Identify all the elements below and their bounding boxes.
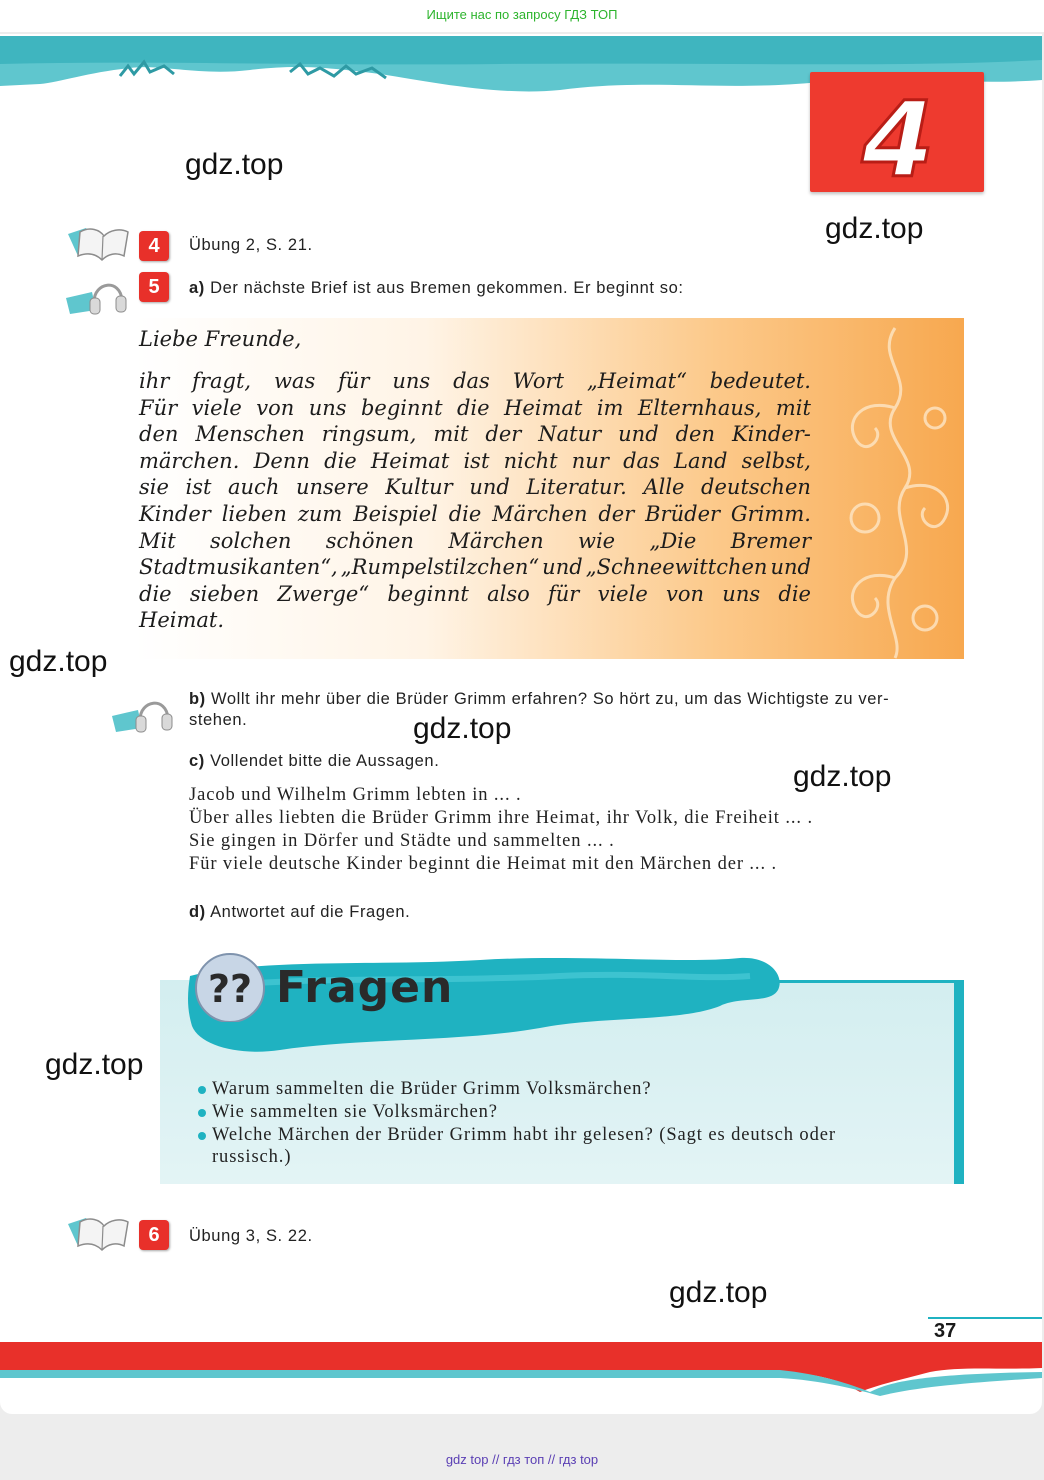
exercise-5b-line [189,690,969,709]
letter-word: nicht [503,448,558,473]
letter-word: die [448,501,482,526]
exercise-4-text: Übung 2, S. 21. [189,236,313,254]
letter-word: Land [674,448,728,473]
letter-line [139,368,811,395]
question-item: Welche Märchen der Brüder Grimm habt ihr gelesen? (Sagt es deutsch oder [196,1124,946,1147]
letter-word: ist [185,475,212,500]
letter-line [139,501,811,528]
letter-word: mit [775,395,811,420]
letter-word: bedeutet. [709,369,811,393]
questions-list [196,1078,946,1147]
sentence-list [189,784,813,876]
letter-word: Grimm. [730,501,811,526]
page-number: 37 [934,1320,957,1342]
letter-word: der [485,422,522,447]
question-marks-text: ?? [207,967,253,1011]
letter-word: schönen [325,528,414,553]
letter-word: Heimat [370,448,450,473]
letter-word: Kinder- [731,422,811,447]
sentence: Jacob und Wilhelm Grimm lebten in ... . [189,785,522,805]
part-label: c) [189,752,205,770]
letter-word: „Die [649,528,697,553]
letter-word: das [453,369,490,393]
letter-word: die [456,395,490,420]
sentence: Sie gingen in Dörfer und Städte und sammelten ... . [189,831,615,851]
letter-word: Märchen [448,528,544,553]
letter-word: ringsum, [321,422,417,447]
letter-word: Für [139,395,178,420]
letter-word: uns [392,369,431,393]
letter-line: Heimat. [139,608,225,633]
letter-word: unsere [295,475,369,500]
chapter-number: 4 [861,79,935,192]
letter-word: Zwerge“ [277,581,370,606]
search-hint-link[interactable]: Ищите нас по запросу ГДЗ ТОП [426,7,618,22]
part-label: d) [189,903,206,921]
letter-word: Heimat [504,395,583,420]
letter-word: märchen. [139,448,240,473]
letter-word: viele [191,395,242,420]
chapter-badge [810,72,984,192]
book-icon [66,220,130,264]
letter-word: Denn [253,448,310,473]
watermark: gdz.top [793,760,892,793]
letter-greeting: Liebe Freunde, [139,327,302,351]
letter-word: viele [597,581,648,606]
letter-word: ist [463,448,490,473]
exercise-number-badge: 6 [139,1220,169,1250]
letter-word: Beispiel [353,501,438,526]
letter-word: Natur [538,422,602,447]
letter-line [139,474,811,501]
headphones-icon [66,272,130,316]
letter-word: im [596,395,624,420]
letter-word: „Schneewittchen [585,555,768,580]
letter-word: Menschen [195,422,305,447]
letter-word: beginnt [360,395,443,420]
letter-word: von [256,395,295,420]
exercise-5d-text: Antwortet auf die Fragen. [210,903,411,921]
chapter-number-graphic [810,72,984,192]
watermark: gdz.top [45,1048,144,1081]
watermark: gdz.top [825,212,924,245]
question-item: Warum sammelten die Brüder Grimm Volksmärchen? [196,1078,946,1101]
exercise-5c-text: Vollendet bitte die Aussagen. [210,752,440,770]
letter-word: die [139,581,172,606]
letter-word: das [623,448,660,473]
exercise-5a-text: Der nächste Brief ist aus Bremen gekommen. Er beginnt so: [210,279,684,297]
question-item: Wie sammelten sie Volksmärchen? [196,1101,946,1124]
footer-links[interactable]: gdz top // гдз топ // гдз top [445,1452,599,1467]
letter-line [139,528,811,555]
watermark: gdz.top [669,1276,768,1309]
page-number-rule [928,1317,1042,1319]
exercise-5b-continuation: stehen. [189,711,248,729]
fragen-brush [180,946,790,1062]
letter-line [139,448,811,475]
letter-word: wie [577,528,616,553]
letter-word: Literatur. [526,475,627,500]
letter-word: zum [297,501,343,526]
watermark: gdz.top [185,148,284,181]
letter-word: fragt, [192,369,252,393]
letter-word: Mit [139,528,176,553]
watermark: gdz.top [9,645,108,678]
letter-line [139,421,811,448]
letter-word: beginnt [387,581,469,606]
letter-word: Elternhaus, [637,395,762,420]
exercise-5a-line [189,279,684,298]
letter-word: Kinder [139,501,211,526]
letter-word: also [487,581,530,606]
questions-box-border [760,980,964,983]
letter-word: und [618,422,659,447]
letter-word: und [770,555,811,580]
letter-word: und [469,475,510,500]
letter-word: was [273,369,316,393]
letter-word: „Heimat“ [586,369,687,393]
letter-word: Alle [643,475,685,500]
exercise-number-badge: 4 [139,231,169,261]
letter-word: auch [228,475,280,500]
part-label: a) [189,279,205,297]
exercise-5d-line [189,903,410,922]
bottom-red-band [0,1334,1042,1414]
letter-word: sieben [189,581,260,606]
book-icon [66,1210,130,1254]
letter-body [139,368,811,634]
questions-box-border [954,980,964,1184]
letter-word: Stadtmusikanten“, [139,555,338,580]
questions-title: Fragen [276,962,454,1013]
headphones-icon [112,690,176,734]
exercise-6-text: Übung 3, S. 22. [189,1227,313,1245]
letter-word: ihr [139,369,170,393]
sentence: Über alles liebten die Brüder Grimm ihre Heimat, ihr Volk, die Freiheit ... . [189,808,814,828]
letter-word: von [666,581,705,606]
exercise-number-badge: 5 [139,272,169,302]
watermark: gdz.top [413,712,512,745]
letter-word: sie [139,475,169,500]
letter-word: für [338,369,370,393]
letter-word: Märchen [492,501,588,526]
letter-line [139,554,811,581]
letter-word: den [675,422,715,447]
letter-box [135,318,964,659]
part-label: b) [189,690,206,708]
letter-word: Wort [512,369,564,393]
letter-word: uns [722,581,761,606]
exercise-5b-text: Wollt ihr mehr über die Brüder Grimm erfahren? So hört zu, um das Wichtigste zu ver- [210,690,890,708]
letter-word: uns [308,395,347,420]
letter-word: mit [433,422,469,447]
letter-word: der [598,501,635,526]
letter-line [139,395,811,422]
letter-word: und [542,555,583,580]
floral-ornament [825,318,964,659]
letter-word: die [778,581,811,606]
exercise-5c-line [189,752,439,771]
letter-word: Bremer [730,528,811,553]
letter-word: „Rumpelstilzchen“ [340,555,540,580]
letter-word: solchen [210,528,292,553]
letter-word: Kultur [385,475,453,500]
sentence: Für viele deutsche Kinder beginnt die Heimat mit den Märchen der ... . [189,854,778,874]
letter-word: lieben [221,501,287,526]
letter-word: Brüder [645,501,721,526]
letter-word: nur [571,448,609,473]
letter-line [139,581,811,608]
letter-word: den [139,422,179,447]
question-marks-icon [192,952,270,1022]
question-continuation: russisch.) [212,1147,292,1167]
letter-word: selbst, [741,448,811,473]
letter-word: deutschen [701,475,811,500]
letter-word: für [548,581,580,606]
letter-word: die [324,448,357,473]
